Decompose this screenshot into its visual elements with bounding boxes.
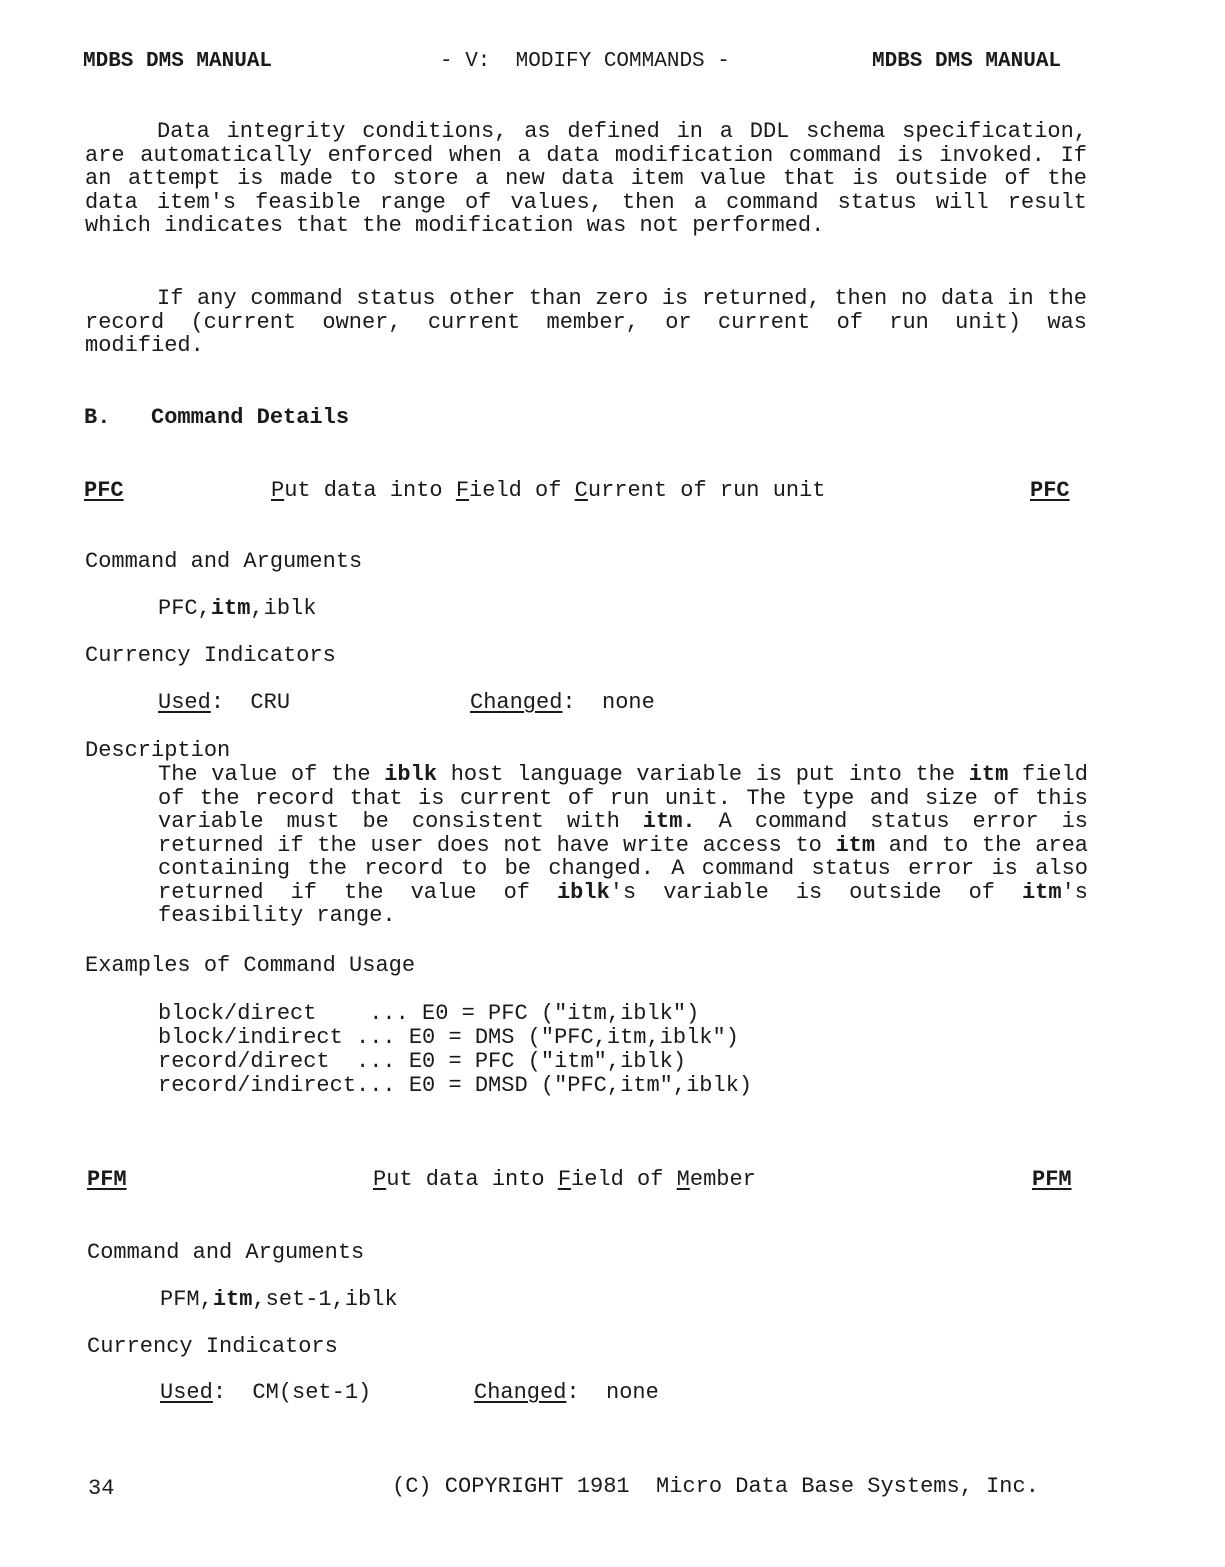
pfc-code-right: PFC (1030, 478, 1070, 503)
pfc-examples-heading: Examples of Command Usage (85, 953, 416, 978)
pfm-currency-heading: Currency Indicators (87, 1334, 338, 1359)
pfc-example-line: block/indirect ... E0 = DMS ("PFC,itm,iblk") (158, 1025, 739, 1050)
page-number: 34 (88, 1476, 115, 1501)
intro-paragraph-2: If any command status other than zero is returned, then no data in the record (current owner, current member, or current of run unit) was modified. (85, 286, 1087, 358)
pfc-used: Used: CRU (158, 690, 291, 715)
pfc-title: Put data into Field of Current of run unit (271, 478, 826, 503)
pfc-description-heading: Description (85, 738, 231, 763)
pfc-example-line: record/direct ... E0 = PFC ("itm",iblk) (158, 1049, 687, 1074)
pfc-command-heading: Command and Arguments (85, 549, 363, 574)
pfc-example-line: record/indirect... E0 = DMSD ("PFC,itm",iblk) (158, 1073, 753, 1098)
pfc-currency-heading: Currency Indicators (85, 643, 336, 668)
pfm-code-right: PFM (1032, 1167, 1072, 1192)
intro-paragraph-1: Data integrity conditions, as defined in a DDL schema specification, are automatically enforced when a data modification command is invoked. If an attempt is made to store a new data item value that is outside of the data item's feasible range of values, then a command status will result which indicates that the modification was not performed. (85, 119, 1087, 238)
pfc-code-left: PFC (84, 478, 124, 503)
section-letter: B. (84, 405, 111, 430)
header-center: - V: MODIFY COMMANDS - (440, 50, 730, 73)
pfc-example-line: block/direct ... E0 = PFC ("itm,iblk") (158, 1001, 700, 1026)
copyright-notice: (C) COPYRIGHT 1981 Micro Data Base Systems, Inc. (392, 1474, 1039, 1499)
header-right: MDBS DMS MANUAL (872, 50, 1062, 73)
pfc-description: The value of the iblk host language variable is put into the itm field of the record that is current of run unit. The type and size of this variable must be consistent with itm. A command status error is returned if the user does not have write access to itm and to the area containing the record to be changed. A command status error is also returned if the value of iblk's variable is outside of itm's feasibility range. (158, 762, 1089, 928)
pfm-code-left: PFM (87, 1167, 127, 1192)
section-title: Command Details (151, 405, 350, 430)
pfm-command-heading: Command and Arguments (87, 1240, 365, 1265)
header-left: MDBS DMS MANUAL (83, 50, 273, 73)
pfm-changed: Changed: none (474, 1380, 659, 1405)
pfm-used: Used: CM(set-1) (160, 1380, 372, 1405)
pfm-syntax: PFM,itm,set-1,iblk (160, 1287, 398, 1312)
pfc-syntax: PFC,itm,iblk (158, 596, 317, 621)
pfm-title: Put data into Field of Member (373, 1167, 756, 1192)
pfc-changed: Changed: none (470, 690, 655, 715)
